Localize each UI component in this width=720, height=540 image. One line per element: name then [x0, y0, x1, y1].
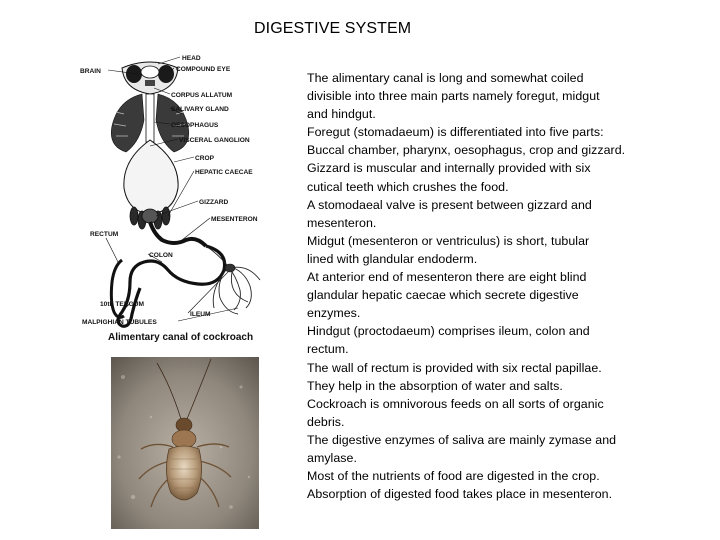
cockroach-abdomen	[166, 446, 201, 500]
body-line: cutical teeth which crushes the food.	[307, 179, 509, 194]
label-head: HEAD	[182, 55, 201, 62]
label-tergum: 10th TERGUM	[100, 301, 144, 308]
label-compound-eye: COMPOUND EYE	[176, 66, 231, 73]
label-salivary-gland: SALIVARY GLAND	[171, 106, 229, 113]
body-line: Most of the nutrients of food are digested in the crop.	[307, 469, 600, 484]
rectum-shape	[111, 260, 124, 317]
label-hepatic-caecae: HEPATIC CAECAE	[195, 169, 253, 176]
body-line: The digestive enzymes of saliva are mainly zymase and	[307, 432, 617, 447]
label-gizzard: GIZZARD	[199, 199, 229, 206]
body-line: rectum.	[307, 342, 349, 357]
alimentary-canal-diagram	[78, 50, 300, 346]
body-line: divisible into three main parts namely foregut, midgut	[307, 89, 600, 104]
body-line: Foregut (stomadaeum) is differentiated into five parts:	[307, 125, 604, 140]
body-line: amylase.	[307, 450, 357, 465]
slide-title: DIGESTIVE SYSTEM	[254, 20, 412, 37]
body-line: and hindgut.	[307, 107, 376, 122]
cockroach-thorax	[172, 430, 196, 448]
body-line: lined with glandular endoderm.	[307, 251, 478, 266]
body-line: Absorption of digested food takes place in mesenteron.	[307, 487, 613, 502]
label-brain: BRAIN	[80, 68, 101, 75]
body-line: Gizzard is muscular and internally provided with six	[307, 161, 591, 176]
label-ileum: ILEUM	[190, 311, 211, 318]
body-line: Midgut (mesenteron or ventriculus) is short, tubular	[307, 233, 590, 248]
label-crop: CROP	[195, 155, 215, 162]
cockroach-photo	[111, 357, 259, 529]
label-mesenteron: MESENTERON	[211, 216, 258, 223]
label-rectum: RECTUM	[90, 231, 119, 238]
diagram-caption: Alimentary canal of cockroach	[108, 332, 254, 343]
body-line: Buccal chamber, pharynx, oesophagus, crop and gizzard.	[307, 143, 626, 158]
body-line: Hindgut (proctodaeum) comprises ileum, colon and	[307, 324, 590, 339]
label-colon: COLON	[149, 252, 173, 259]
gizzard-shape	[142, 209, 158, 223]
body-line: mesenteron.	[307, 215, 377, 230]
body-line: They help in the absorption of water and salts.	[307, 378, 563, 393]
label-oesophagus: OESOPHAGUS	[171, 122, 219, 129]
body-line: A stomodaeal valve is present between gizzard and	[307, 197, 592, 212]
body-line: debris.	[307, 414, 345, 429]
body-line: Cockroach is omnivorous feeds on all sorts of organic	[307, 396, 604, 411]
label-visceral-ganglion: VISCERAL GANGLION	[179, 137, 250, 144]
head-shape	[122, 62, 178, 94]
crop-shape	[124, 140, 178, 214]
body-line: The wall of rectum is provided with six rectal papillae.	[307, 360, 602, 375]
body-line: At anterior end of mesenteron there are eight blind	[307, 270, 587, 285]
label-corpus-allatum: CORPUS ALLATUM	[171, 92, 233, 99]
body-line: glandular hepatic caecae which secrete digestive	[307, 288, 579, 303]
body-text	[307, 69, 707, 503]
body-line: enzymes.	[307, 306, 361, 321]
body-line: The alimentary canal is long and somewhat coiled	[307, 71, 584, 85]
oesophagus-shape	[146, 94, 154, 142]
label-malpighian-tubules: MALPIGHIAN TUBULES	[82, 319, 157, 326]
